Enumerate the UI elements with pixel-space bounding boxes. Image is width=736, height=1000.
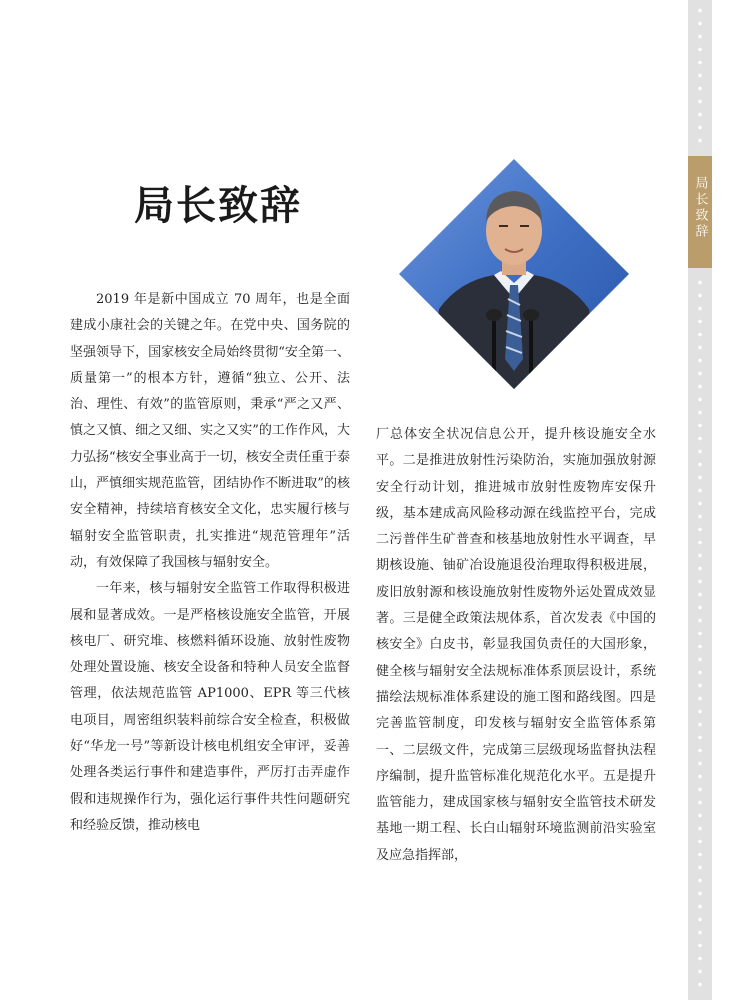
paragraph: 厂总体安全状况信息公开，提升核设施安全水平。二是推进放射性污染防治，实施加强放射源安全行动计划，推进城市放射性废物库安保升级，基本建成高风险移动源在线监控平台，完成二污普伴生矿普查和核基地放射性水平调查，早期核设施、铀矿冶设施退役治理取得积极进展，废旧放射源和核设施放射性废物外运处置成效显著。三是健全政策法规体系，首次发表《中国的核安全》白皮书，彰显我国负责任的大国形象，健全核与辐射安全法规标准体系顶层设计，系统描绘法规标准体系建设的施工图和路线图。四是完善监管制度，印发核与辐射安全监管体系第一、二层级文件，完成第三层级现场监督执法程序编制，提升监管标准化规范化水平。五是提升监管能力，建成国家核与辐射安全监管技术研发基地一期工程、长白山辐射环境监测前沿实验室及应急指挥部， (376, 427, 656, 863)
dot-pattern-bottom (698, 276, 702, 994)
section-tab-label: 局长致辞 (692, 176, 708, 240)
paragraph: 2019 年是新中国成立 70 周年，也是全面建成小康社会的关键之年。在党中央、国务院的坚强领导下，国家核安全局始终贯彻“安全第一、质量第一”的根本方针，遵循“独立、公开、法治、理性、有效”的监管原则，秉承“严之又严、慎之又慎、细之又细、实之又实”的工作作风，大力弘扬“核安全事业高于一切，核安全责任重于泰山，严慎细实规范监管，团结协作不断进取”的核安全精神，持续培育核安全文化，忠实履行核与辐射安全监管职责，扎实推进“规范管理年”活动，有效保障了我国核与辐射安全。 (70, 292, 350, 570)
portrait-photo-icon (399, 159, 629, 389)
section-tab (688, 156, 712, 268)
article-column-left (70, 287, 350, 839)
dot-pattern-top (698, 4, 702, 152)
margin-strip (688, 0, 712, 1000)
portrait-photo (399, 159, 629, 389)
article-column-right (376, 422, 656, 869)
paragraph: 一年来，核与辐射安全监管工作取得积极进展和显著成效。一是严格核设施安全监管，开展核电厂、研究堆、核燃料循环设施、放射性废物处理处置设施、核安全设备和特种人员安全监督管理，依法规范监管 AP1000、EPR 等三代核电项目，周密组织装料前综合安全检查，积极做好“华龙一号”等新设计核电机组安全审评，妥善处理各类运行事件和建造事件，严厉打击弄虚作假和违规操作行为，强化运行事件共性问题研究和经验反馈，推动核电 (70, 581, 350, 833)
page-title: 局长致辞 (134, 183, 302, 229)
